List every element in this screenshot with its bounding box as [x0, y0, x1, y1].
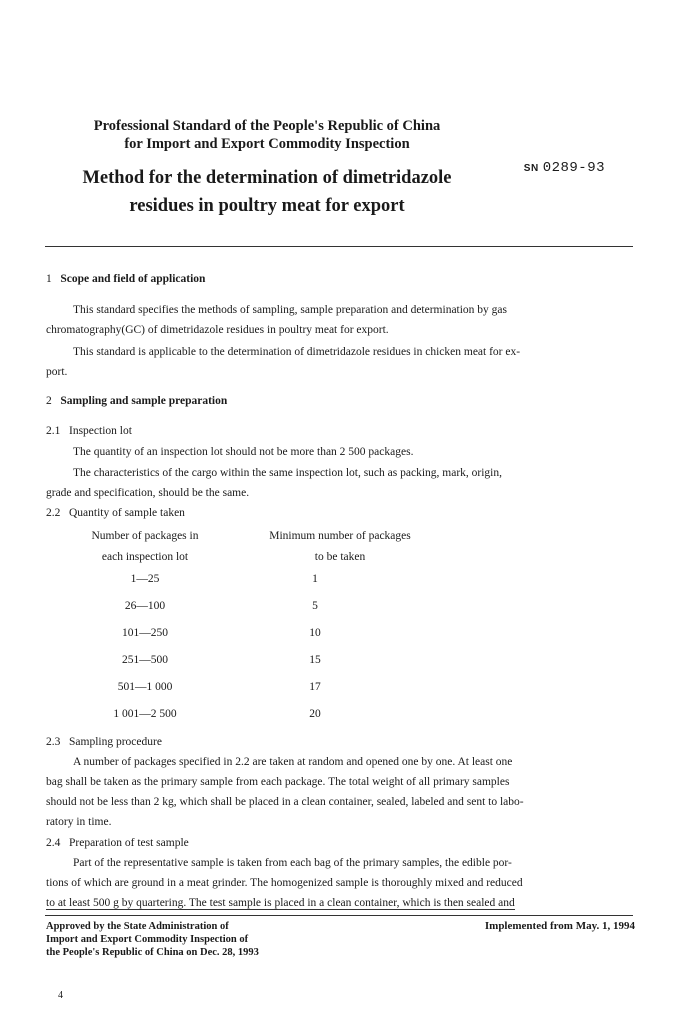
implementation-date: Implemented from May. 1, 1994 — [484, 920, 635, 932]
subsection-2-4-line1: Part of the representative sample is taken from each bag of the primary samples, the edible por- — [73, 857, 512, 869]
subsection-2-3-title: Sampling procedure — [69, 736, 162, 748]
section-1-title: Scope and field of application — [60, 273, 206, 285]
table-row-2-lot: 26—100 — [124, 600, 166, 612]
subsection-2-4-number: 2.4 — [46, 837, 61, 849]
standard-issuer-line2: for Import and Export Commodity Inspection — [124, 136, 410, 152]
table-header-min — [235, 526, 445, 568]
header-divider — [45, 246, 633, 247]
document-title-line2: residues in poultry meat for export — [129, 196, 405, 216]
subsection-2-1-number: 2.1 — [46, 425, 61, 437]
section-1-p1-line2: chromatography(GC) of dimetridazole residues in poultry meat for export. — [46, 324, 389, 337]
table-row-1-min: 1 — [312, 573, 318, 585]
standard-code — [524, 160, 605, 176]
section-1-paragraph-1 — [46, 300, 636, 340]
section-1-p2-line2: port. — [46, 366, 68, 379]
subsection-2-2-title: Quantity of sample taken — [69, 507, 185, 519]
section-2-title: Sampling and sample preparation — [60, 395, 228, 407]
approval-line1: Approved by the State Administration of — [46, 921, 229, 932]
subsection-2-4-line3 — [46, 897, 515, 909]
table-row-4-lot: 251—500 — [122, 654, 168, 666]
section-1-number: 1 — [46, 273, 52, 285]
section-1-heading — [46, 273, 205, 285]
standard-code-number: 0289-93 — [542, 160, 605, 176]
subsection-2-4-title: Preparation of test sample — [69, 837, 189, 849]
table-row-3-min: 10 — [309, 627, 321, 639]
table-row-5-min: 17 — [309, 681, 321, 693]
standard-code-prefix: SN — [523, 163, 539, 174]
table-header-lot-line2: each inspection lot — [101, 551, 189, 563]
table-header-min-line1: Minimum number of packages — [269, 530, 411, 542]
subsection-2-3-number: 2.3 — [46, 736, 61, 748]
subsection-2-4-heading — [46, 837, 189, 849]
document-title-line1: Method for the determination of dimetridazole — [82, 168, 452, 188]
section-1-p2-line1: This standard is applicable to the determination of dimetridazole residues in chicken meat for ex- — [73, 346, 521, 358]
table-row-1-lot: 1—25 — [130, 573, 160, 585]
subsection-2-3-heading — [46, 736, 162, 748]
table-row-6-lot: 1 001—2 500 — [113, 708, 177, 720]
subsection-2-3-line4: ratory in time. — [46, 816, 112, 828]
subsection-2-4-line3-text: to at least 500 g by quartering. The test sample is placed in a clean container, which is then sealed and — [46, 897, 515, 909]
section-2-number: 2 — [46, 395, 52, 407]
approval-note — [46, 920, 259, 959]
table-row-6-min: 20 — [309, 708, 321, 720]
section-1-paragraph-2 — [46, 342, 636, 382]
table-header-min-line2: to be taken — [314, 551, 366, 563]
table-row-4-min: 15 — [309, 654, 321, 666]
subsection-2-1-text-2-line1: The characteristics of the cargo within the same inspection lot, such as packing, mark, origin, — [73, 467, 502, 479]
table-header-lot-line1: Number of packages in — [91, 530, 199, 542]
page-number: 4 — [58, 990, 63, 1001]
section-2-heading — [46, 395, 227, 407]
subsection-2-3-line2: bag shall be taken as the primary sample from each package. The total weight of all primary samples — [46, 776, 510, 788]
approval-line2: Import and Export Commodity Inspection of — [46, 934, 249, 945]
subsection-2-1-heading — [46, 425, 132, 437]
subsection-2-2-heading — [46, 507, 185, 519]
subsection-2-4-line2: tions of which are ground in a meat grinder. The homogenized sample is thoroughly mixed and reduced — [46, 877, 523, 889]
table-row-5-lot: 501—1 000 — [117, 681, 173, 693]
subsection-2-1-title: Inspection lot — [69, 425, 132, 437]
subsection-2-1-text-1: The quantity of an inspection lot should not be more than 2 500 packages. — [73, 446, 414, 458]
approval-line3: the People's Republic of China on Dec. 28, 1993 — [46, 947, 259, 958]
footer-divider — [45, 915, 633, 916]
table-row-2-min: 5 — [312, 600, 318, 612]
section-1-p1-line1: This standard specifies the methods of sampling, sample preparation and determination by gas — [73, 304, 508, 316]
table-row-3-lot: 101—250 — [122, 627, 168, 639]
subsection-2-2-number: 2.2 — [46, 507, 61, 519]
standard-issuer-line1: Professional Standard of the People's Republic of China — [93, 118, 441, 134]
table-header-lot — [60, 526, 230, 568]
subsection-2-1-text-2-line2: grade and specification, should be the same. — [46, 487, 250, 499]
subsection-2-3-line3: should not be less than 2 kg, which shall be placed in a clean container, sealed, labeled and sent to labo- — [46, 796, 524, 808]
subsection-2-3-line1: A number of packages specified in 2.2 are taken at random and opened one by one. At least one — [73, 756, 513, 768]
